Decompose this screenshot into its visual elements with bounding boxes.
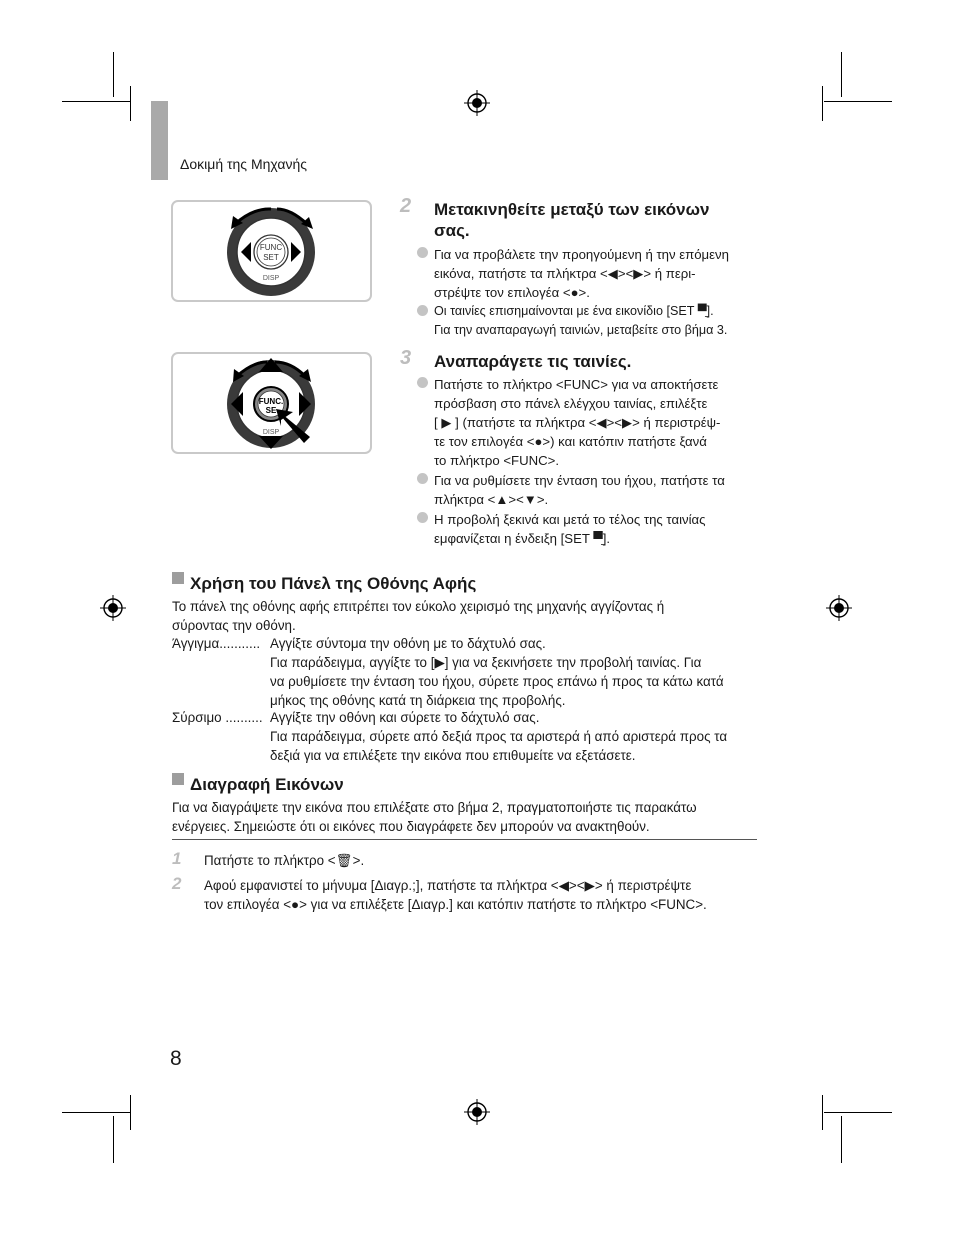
crop-mark <box>113 52 114 97</box>
section-label: Δοκιμή της Μηχανής <box>180 156 307 172</box>
crop-mark <box>62 101 130 102</box>
bullet-line: Οι ταινίες επισημαίνονται με ένα εικονίδιο [SET ▀̱]. <box>434 304 714 318</box>
term-label: Σύρσιμο .......... <box>172 710 263 725</box>
step-title <box>434 199 709 241</box>
bullet-icon <box>417 473 428 484</box>
crop-mark <box>130 1095 131 1130</box>
bullet-text <box>434 471 725 509</box>
paragraph-line: Αγγίξτε την οθόνη και σύρετε το δάχτυλό σας. <box>270 710 540 725</box>
paragraph-line: Αγγίξτε σύντομα την οθόνη με το δάχτυλό σας. <box>270 636 546 651</box>
crop-mark <box>130 86 131 121</box>
paragraph-line: να ρυθμίσετε την ένταση του ήχου, σύρετε προς επάνω ή προς τα κάτω κατά <box>270 674 724 689</box>
heading-square-icon <box>172 773 184 785</box>
control-dial-icon <box>173 202 370 300</box>
chapter-tab <box>151 101 168 180</box>
term-label: Άγγιγμα........... <box>172 636 261 651</box>
term-description <box>270 708 727 765</box>
paragraph-line: Πατήστε το πλήκτρο <🗑>. <box>204 853 365 868</box>
paragraph-line: σύροντας την οθόνη. <box>172 618 296 633</box>
divider <box>172 839 757 840</box>
dial-illustration-play <box>171 352 372 454</box>
bullet-icon <box>417 247 428 258</box>
bullet-line: Για να ρυθμίσετε την ένταση του ήχου, πατήστε τα <box>434 473 725 488</box>
set-label: SET <box>263 253 279 262</box>
heading-square-icon <box>172 572 184 584</box>
paragraph-line: Το πάνελ της οθόνης αφής επιτρέπει τον εύκολο χειρισμό της μηχανής αγγίζοντας ή <box>172 599 665 614</box>
paragraph-line: Αφού εμφανιστεί το μήνυμα [Διαγρ.;], πατήστε τα πλήκτρα <◀><▶> ή περιστρέψτε <box>204 878 692 893</box>
paragraph-line: Για να διαγράψετε την εικόνα που επιλέξατε στο βήμα 2, πραγματοποιήστε τις παρακάτω <box>172 800 697 815</box>
bullet-text <box>434 375 720 470</box>
disp-label: DISP <box>262 275 280 282</box>
disp-label: DISP <box>262 429 280 436</box>
crop-mark <box>824 1112 892 1113</box>
crop-mark <box>841 1116 842 1163</box>
registration-mark-icon <box>464 90 490 116</box>
step-title: Αναπαράγετε τις ταινίες. <box>434 352 632 371</box>
paragraph-line: ενέργειες. Σημειώστε ότι οι εικόνες που διαγράφετε δεν μπορούν να ανακτηθούν. <box>172 819 650 834</box>
section-heading: Χρήση του Πάνελ της Οθόνης Αφής <box>190 574 477 593</box>
step-number: 2 <box>400 195 412 217</box>
func-label: FUNC <box>259 243 283 252</box>
control-dial-func-icon <box>173 354 370 452</box>
bullet-line: Για την αναπαραγωγή ταινιών, μεταβείτε στο βήμα 3. <box>434 323 728 337</box>
bullet-line: [ ▶ ] (πατήστε τα πλήκτρα <◀><▶> ή περιστρέψ- <box>434 415 721 430</box>
crop-mark <box>822 86 823 121</box>
step-number: 1 <box>172 849 182 868</box>
step-number: 3 <box>400 347 412 369</box>
set-label: SE <box>265 406 277 415</box>
crop-mark <box>841 52 842 97</box>
bullet-line: Για να προβάλετε την προηγούμενη ή την επόμενη <box>434 247 729 262</box>
page-number: 8 <box>170 1047 182 1070</box>
step-title-line: σας. <box>434 221 470 240</box>
paragraph <box>172 798 697 836</box>
bullet-icon <box>417 512 428 523</box>
registration-mark-icon <box>100 595 126 621</box>
step-text <box>204 851 364 870</box>
bullet-icon <box>417 377 428 388</box>
bullet-text <box>434 510 706 548</box>
crop-mark <box>822 1095 823 1130</box>
bullet-line: Πατήστε το πλήκτρο <FUNC> για να αποκτήσετε <box>434 377 719 392</box>
bullet-line: τε τον επιλογέα <●>) και κατόπιν πατήστε ξανά <box>434 434 707 449</box>
paragraph <box>172 597 664 635</box>
bullet-line: πρόσβαση στο πάνελ ελέγχου ταινίας, επιλέξτε <box>434 396 708 411</box>
bullet-text <box>434 302 727 340</box>
paragraph-line: Για παράδειγμα, αγγίξτε το [▶] για να ξεκινήσετε την προβολή ταινίας. Για <box>270 655 702 670</box>
func-label: FUNC. <box>258 397 284 406</box>
dial-illustration-browse <box>171 200 372 302</box>
paragraph-line: δεξιά για να επιλέξετε την εικόνα που επιθυμείτε να εξετάσετε. <box>270 748 636 763</box>
term-description <box>270 634 724 710</box>
section-heading: Διαγραφή Εικόνων <box>190 775 344 794</box>
crop-mark <box>62 1112 130 1113</box>
bullet-line: εικόνα, πατήστε τα πλήκτρα <◀><▶> ή περι- <box>434 266 696 281</box>
bullet-line: πλήκτρα <▲><▼>. <box>434 492 549 507</box>
bullet-line: το πλήκτρο <FUNC>. <box>434 453 560 468</box>
crop-mark <box>824 101 892 102</box>
crop-mark <box>113 1116 114 1163</box>
bullet-line: εμφανίζεται η ένδειξη [SET ▀̱]. <box>434 531 611 546</box>
bullet-line: Η προβολή ξεκινά και μετά το τέλος της ταινίας <box>434 512 706 527</box>
paragraph-line: τον επιλογέα <●> για να επιλέξετε [Διαγρ.] και κατόπιν πατήστε το πλήκτρο <FUNC>. <box>204 897 707 912</box>
step-text <box>204 876 707 914</box>
step-number: 2 <box>172 874 182 893</box>
step-title-line: Μετακινηθείτε μεταξύ των εικόνων <box>434 200 710 219</box>
bullet-text <box>434 245 729 302</box>
paragraph-line: Για παράδειγμα, σύρετε από δεξιά προς τα αριστερά ή από αριστερά προς τα <box>270 729 728 744</box>
bullet-icon <box>417 305 428 316</box>
registration-mark-icon <box>826 595 852 621</box>
bullet-line: στρέψτε τον επιλογέα <●>. <box>434 285 590 300</box>
paragraph-line: μήκος της οθόνης κατά τη διάρκεια της προβολής. <box>270 693 566 708</box>
registration-mark-icon <box>464 1099 490 1125</box>
